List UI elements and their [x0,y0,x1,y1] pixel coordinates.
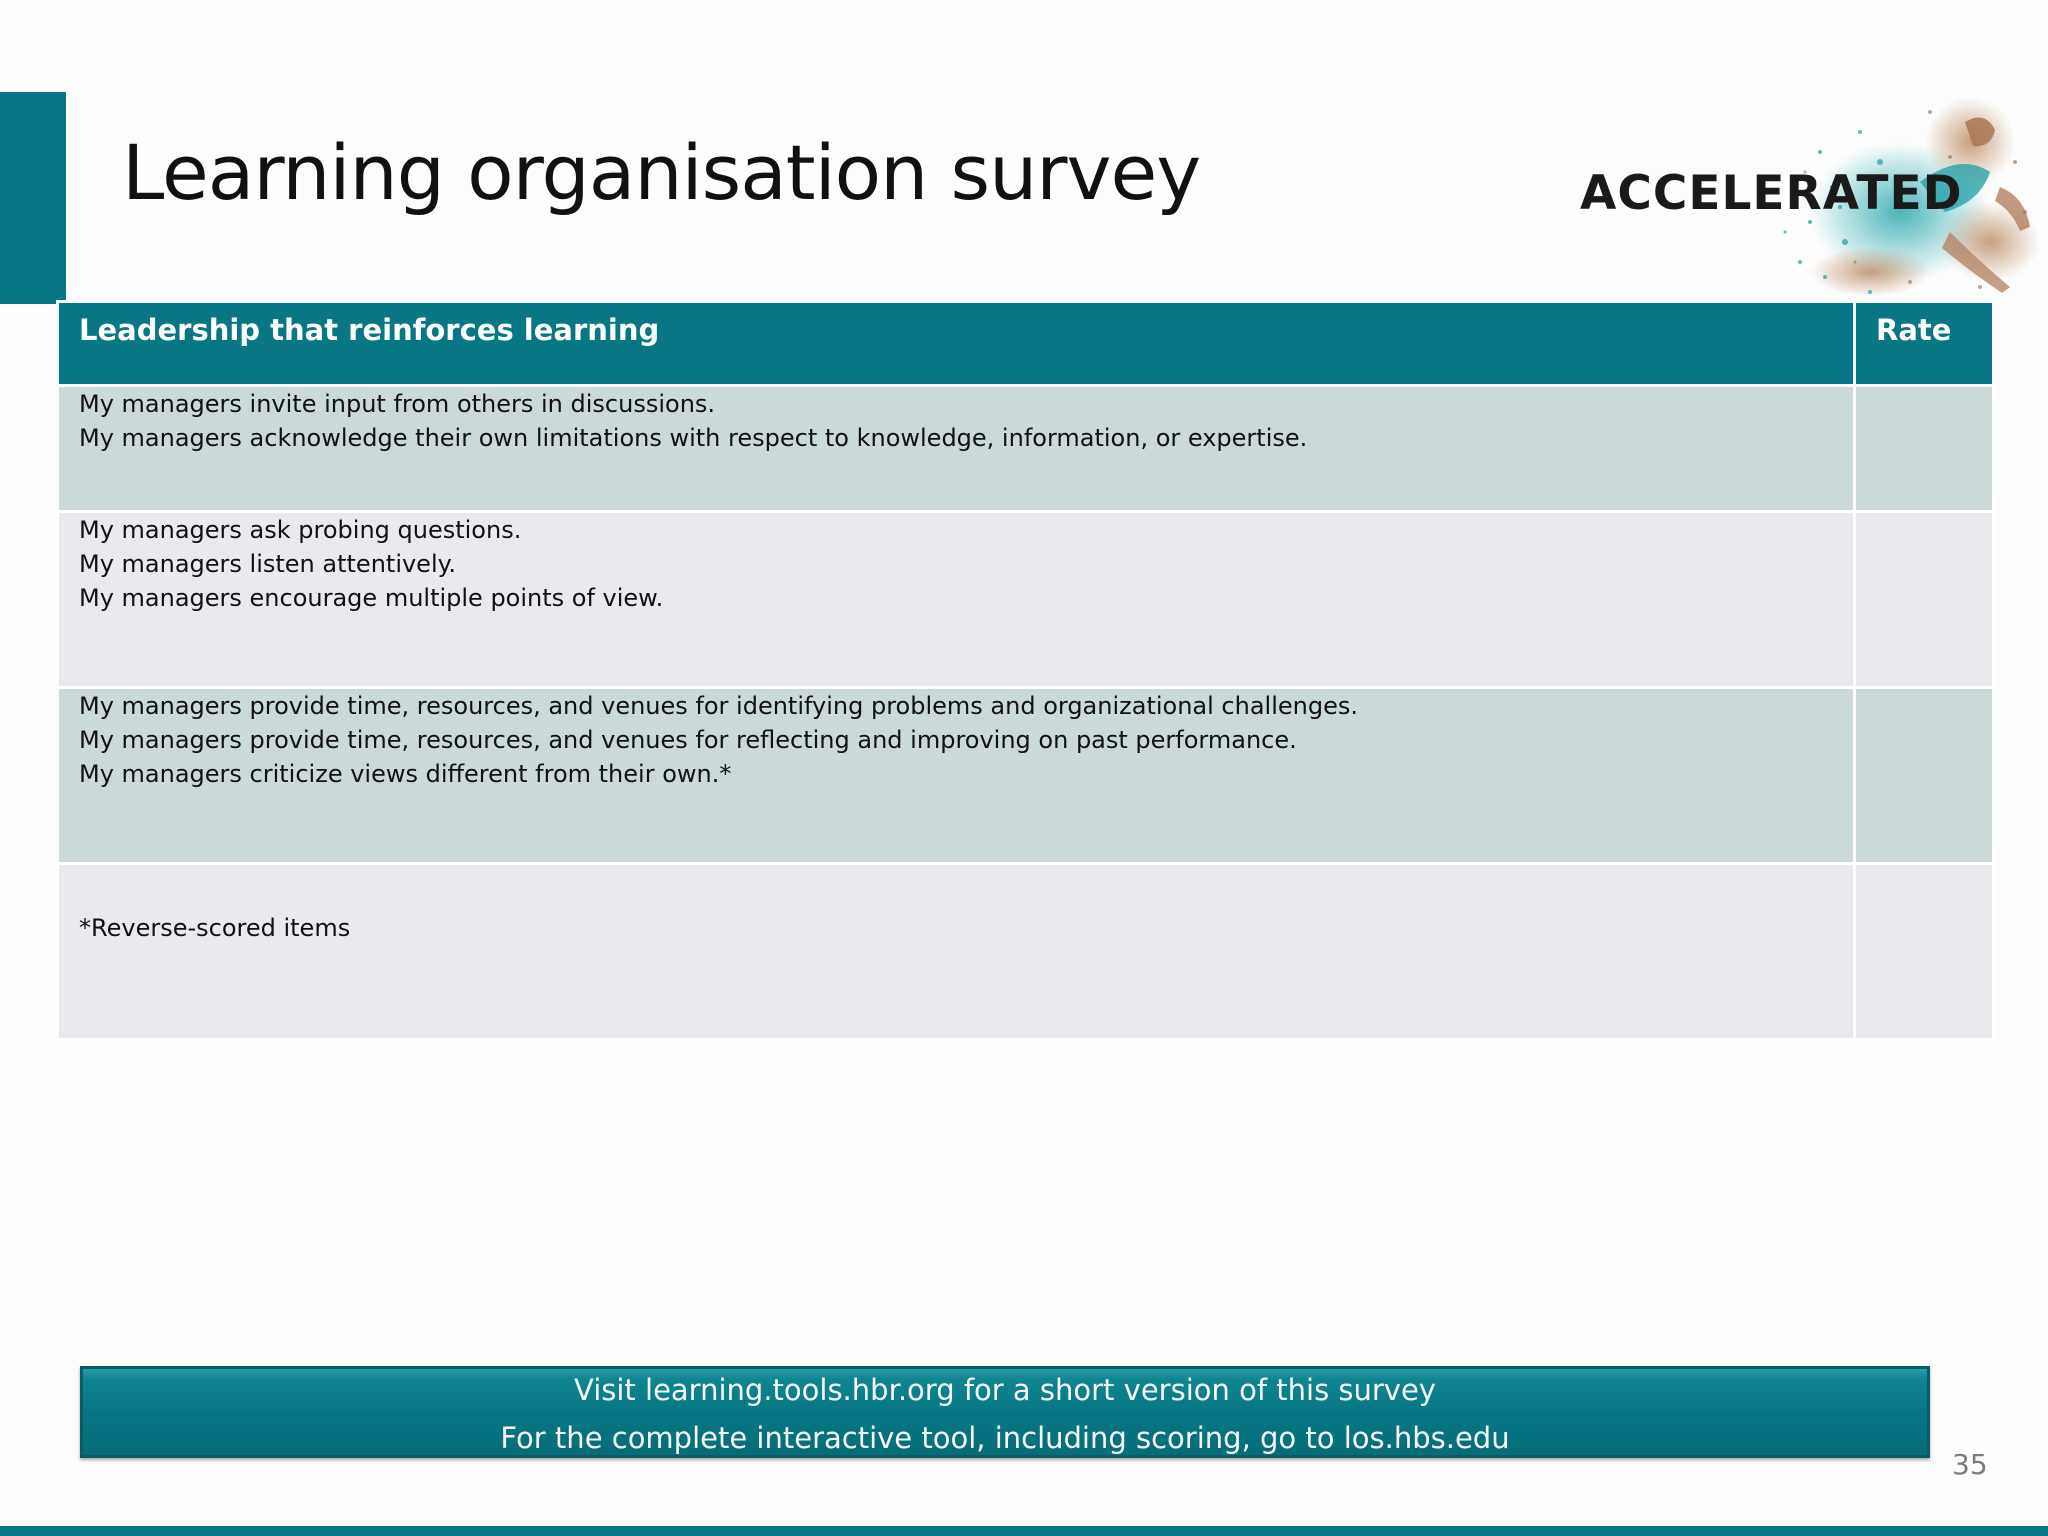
page-number: 35 [1952,1448,1988,1481]
item-cell [58,386,1855,512]
survey-item: My managers acknowledge their own limitations with respect to knowledge, information, or expertise. [79,424,1308,452]
survey-item: My managers provide time, resources, and venues for reflecting and improving on past performance. [79,726,1297,754]
table-row [58,386,1994,512]
survey-link-banner [80,1366,1930,1458]
title-accent-bar [0,92,66,304]
rate-cell [1855,864,1994,1040]
survey-item: My managers criticize views different from their own.* [79,760,732,788]
item-cell [58,688,1855,864]
footnote-text: *Reverse-scored items [79,914,351,942]
survey-item: My managers encourage multiple points of view. [79,584,664,612]
page-title: Learning organisation survey [122,128,1201,217]
rate-cell[interactable] [1855,386,1994,512]
rate-cell[interactable] [1855,512,1994,688]
section-header: Leadership that reinforces learning [58,302,1855,386]
table-row [58,512,1994,688]
short-version-link-text[interactable]: Visit learning.tools.hbr.org for a short version of this survey [574,1373,1436,1407]
survey-item: My managers ask probing questions. [79,516,522,544]
full-tool-link-text[interactable]: For the complete interactive tool, including scoring, go to los.hbs.edu [500,1421,1510,1455]
logo-text: ACCELERATED [1580,166,1963,221]
table-row [58,864,1994,1040]
item-cell [58,864,1855,1040]
survey-item: My managers listen attentively. [79,550,457,578]
rate-header: Rate [1855,302,1994,386]
survey-item: My managers invite input from others in discussions. [79,390,716,418]
table-row [58,688,1994,864]
table-header-row [58,302,1994,386]
item-cell [58,512,1855,688]
accelerated-logo [1570,92,2040,300]
footer-accent-bar [0,1526,2048,1536]
survey-item: My managers provide time, resources, and venues for identifying problems and organizational challenges. [79,692,1358,720]
survey-table [56,300,1995,1041]
rate-cell[interactable] [1855,688,1994,864]
